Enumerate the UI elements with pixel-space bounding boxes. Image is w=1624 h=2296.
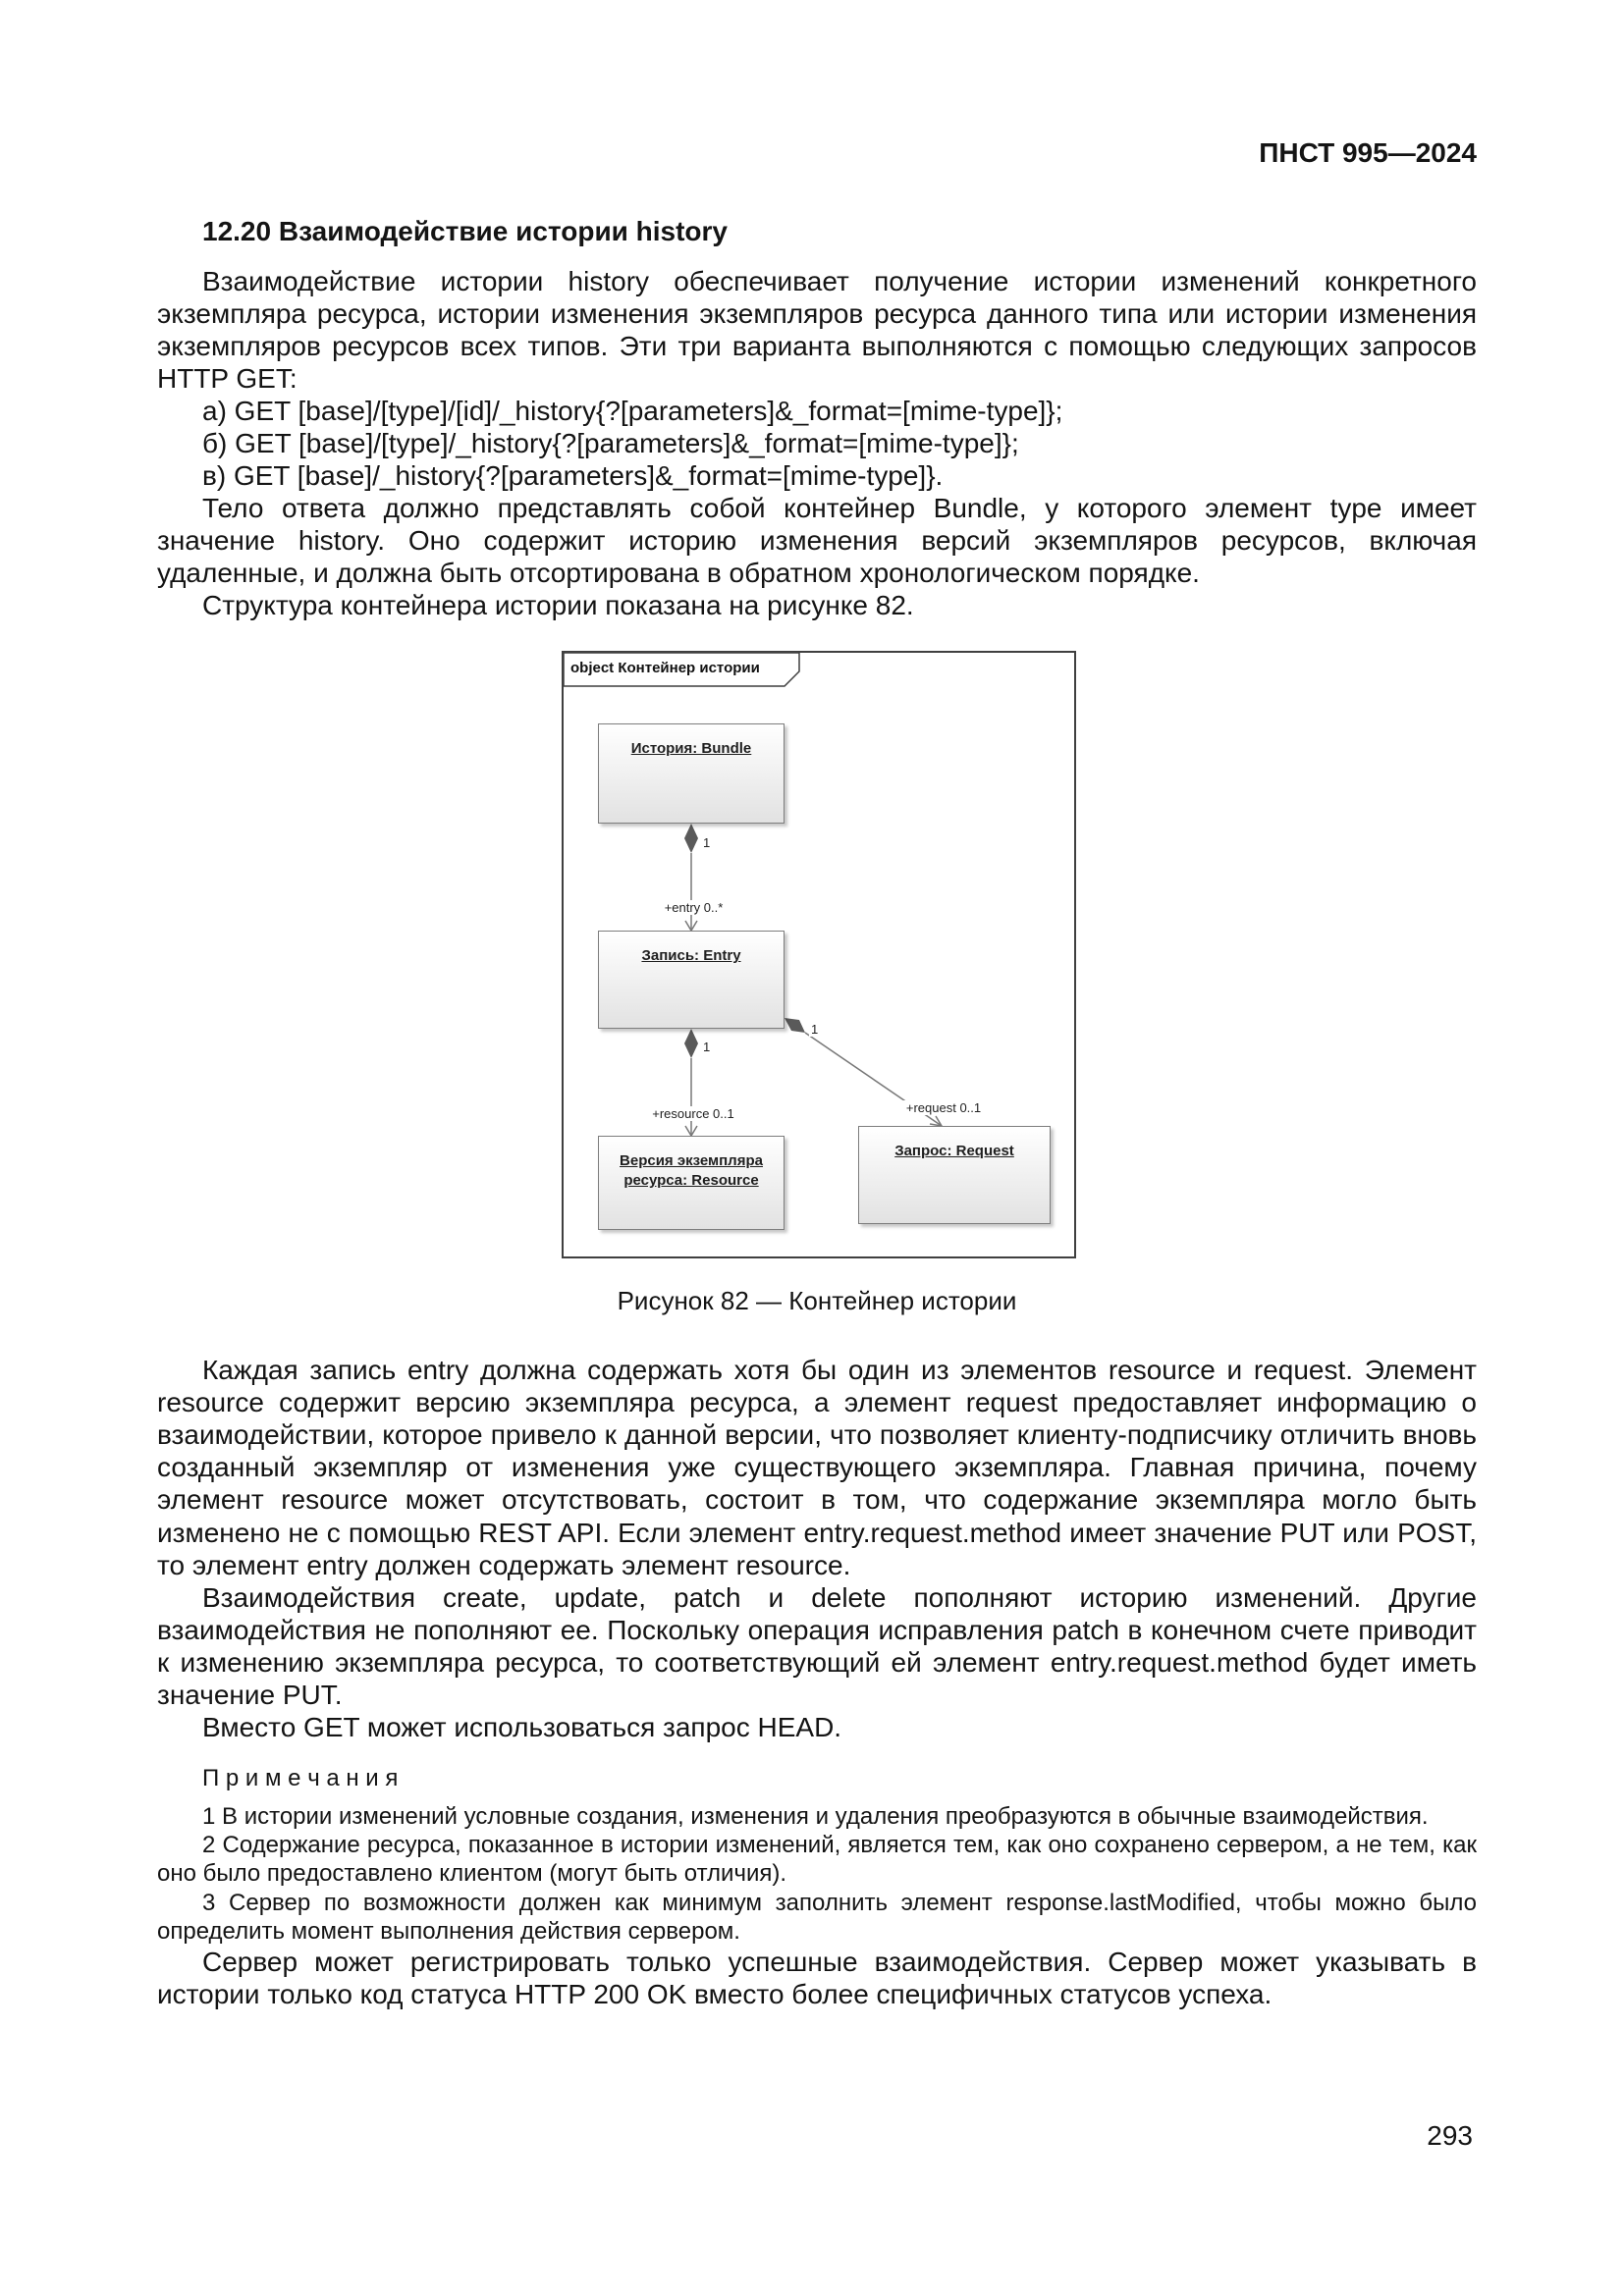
multiplicity-bundle-entry: 1: [703, 835, 711, 851]
notes-heading: П р и м е ч а н и я: [202, 1764, 399, 1791]
paragraph-interactions: Взаимодействия create, update, patch и delete пополняют историю изменений. Другие взаимодействия не пополняют ее. Поскольку операция исправления patch в конечном счете приводит к изменению экземпляра ресурса, то соответствующий ей элемент entry.request.method будет иметь значение PUT.: [157, 1581, 1477, 1710]
list-item-b: б) GET [base]/[type]/_history{?[parameters]&_format=[mime-type]};: [202, 428, 1019, 459]
section-heading: 12.20 Взаимодействие истории history: [202, 216, 728, 246]
list-item-a: а) GET [base]/[type]/[id]/_history{?[parameters]&_format=[mime-type]};: [202, 396, 1063, 427]
uml-box-request: [858, 1126, 1051, 1224]
paragraph-head-request: Вместо GET может использоваться запрос HEAD.: [202, 1711, 842, 1742]
uml-box-resource: [598, 1136, 785, 1230]
paragraph-final: Сервер может регистрировать только успешные взаимодействия. Сервер может указывать в истории только код статуса HTTP 200 OK вместо более специфичных статусов успеха.: [157, 1947, 1477, 2010]
uml-box-bundle: [598, 723, 785, 824]
uml-box-resource-label-line2: ресурса: Resource: [623, 1172, 759, 1190]
composition-diamond-entry-resource: [684, 1029, 698, 1058]
figure-82: [562, 651, 1072, 1258]
role-label-entry: +entry 0..*: [621, 900, 767, 915]
uml-box-resource-label-line1: Версия экземпляра: [620, 1152, 763, 1170]
paragraph-structure: Структура контейнера истории показана на рисунке 82.: [202, 590, 914, 621]
page-content: [157, 137, 1477, 2010]
uml-box-request-label: Запрос: Request: [894, 1143, 1014, 1160]
list-item-c: в) GET [base]/_history{?[parameters]&_format=[mime-type]}.: [202, 460, 944, 492]
role-label-request: +request 0..1: [858, 1100, 1029, 1115]
page-number: 293: [1427, 2120, 1473, 2151]
uml-box-bundle-label: История: Bundle: [630, 740, 752, 758]
paragraph-intro: Взаимодействие истории history обеспечивает получение истории изменений конкретного экземпляра ресурса, истории изменения экземпляров ресурса данного типа или истории изменения экземпляров ресурсов всех типов. Эти три варианта выполняются с помощью следующих запросов HTTP GET:: [157, 266, 1477, 395]
note-3: 3 Сервер по возможности должен как минимум заполнить элемент response.lastModified, чтобы можно было определить момент выполнения действия сервером.: [157, 1889, 1477, 1945]
paragraph-entry-rules: Каждая запись entry должна содержать хотя бы один из элементов resource и request. Элемент resource содержит версию экземпляра ресурса, а элемент request предоставляет информацию о взаимодействии, которое привело к данной версии, что позволяет клиенту-подписчику отличить вновь созданный экземпляр от изменения уже существующего экземпляра. Главная причина, почему элемент resource может отсутствовать, состоит в том, что содержание экземпляра могло быть изменено не с помощью REST API. Если элемент entry.request.method имеет значение PUT или POST, то элемент entry должен содержать элемент resource.: [157, 1355, 1477, 1580]
role-label-resource: +resource 0..1: [608, 1106, 779, 1121]
uml-box-entry-label: Запись: Entry: [641, 947, 741, 965]
multiplicity-entry-request: 1: [811, 1022, 819, 1038]
paragraph-response-body: Тело ответа должно представлять собой контейнер Bundle, у которого элемент type имеет значение history. Оно содержит историю изменения версий экземпляров ресурсов, включая удаленные, и должна быть отсортирована в обратном хронологическом порядке.: [157, 493, 1477, 589]
composition-diamond-entry-request: [785, 1018, 805, 1033]
uml-diagram-frame: [562, 651, 1076, 1258]
multiplicity-entry-resource: 1: [703, 1040, 711, 1055]
note-2: 2 Содержание ресурса, показанное в истории изменений, является тем, как оно сохранено сервером, а не тем, как оно было предоставлено клиентом (могут быть отличия).: [157, 1831, 1477, 1888]
doc-code: ПНСТ 995—2024: [1259, 137, 1477, 168]
note-1: 1 В истории изменений условные создания, изменения и удаления преобразуются в обычные взаимодействия.: [202, 1802, 1429, 1830]
frame-title-label: object Контейнер истории: [570, 660, 760, 677]
composition-diamond-bundle: [684, 824, 698, 853]
figure-caption: Рисунок 82 — Контейнер истории: [617, 1286, 1017, 1316]
uml-box-entry: [598, 931, 785, 1029]
